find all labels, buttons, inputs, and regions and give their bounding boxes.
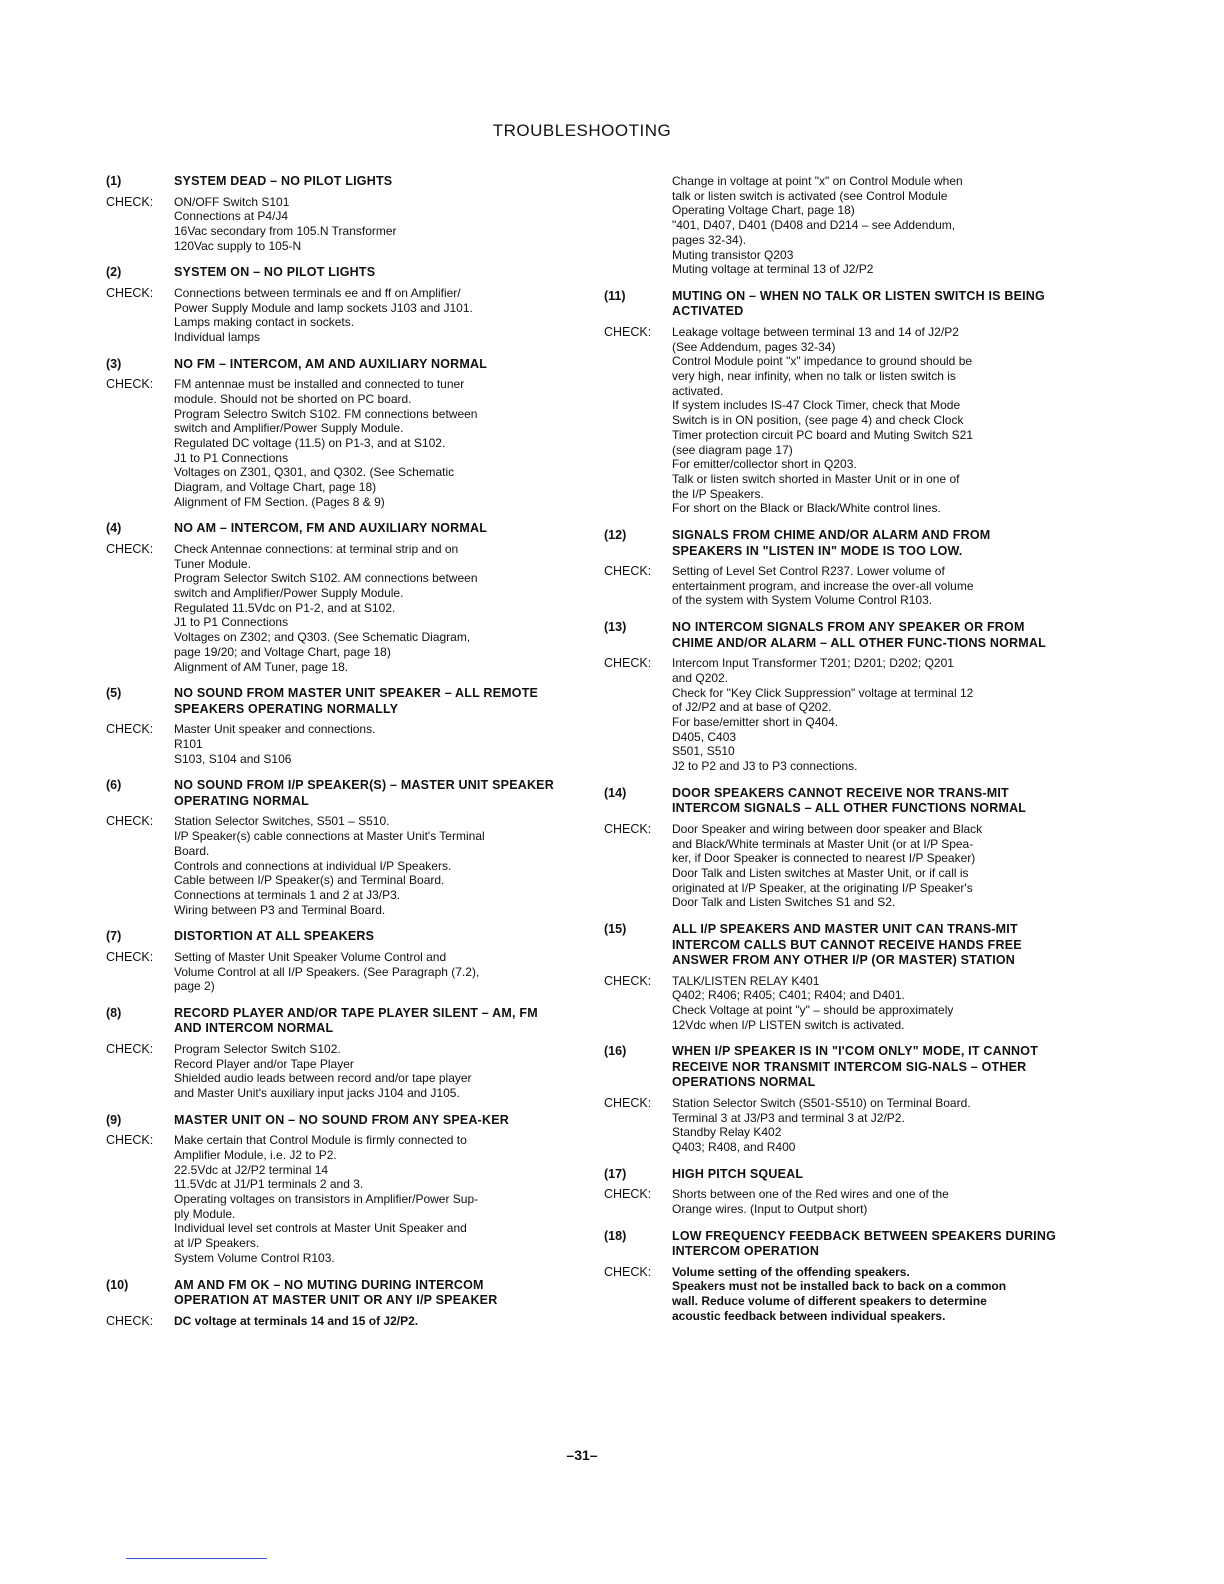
check-line: Station Selector Switch (S501-S510) on Terminal Board.: [672, 1095, 971, 1110]
item-header: [106, 1113, 561, 1129]
check-line: Station Selector Switches, S501 – S510.: [174, 814, 390, 829]
continuation-line: talk or listen switch is activated (see Control Module: [672, 188, 948, 203]
check-line: switch and Amplifier/Power Supply Module.: [174, 586, 404, 601]
trouble-item: [604, 1229, 1056, 1324]
check-lines: [672, 656, 1056, 774]
check-lines: [174, 377, 561, 509]
check-line: Wiring between P3 and Terminal Board.: [174, 902, 386, 917]
check-line: Regulated 11.5Vdc on P1-2, and at S102.: [174, 600, 396, 615]
trouble-item: [106, 778, 561, 917]
item-number: (11): [604, 288, 626, 303]
continuation-line: "401, D407, D401 (D408 and D214 – see Addendum,: [672, 218, 956, 233]
check-line: Tuner Module.: [174, 556, 251, 571]
check-line: Volume Control at all I/P Speakers. (See Paragraph (7.2),: [174, 964, 480, 979]
check-block: [106, 1042, 561, 1101]
check-label: CHECK:: [604, 1187, 652, 1202]
check-block: [106, 542, 561, 674]
check-line: Controls and connections at individual I/P Speakers.: [174, 858, 452, 873]
check-block: [106, 1133, 561, 1265]
check-line: Alignment of AM Tuner, page 18.: [174, 659, 349, 674]
item-number: (7): [106, 929, 122, 944]
check-line: Alignment of FM Section. (Pages 8 & 9): [174, 494, 385, 509]
item-number: (4): [106, 521, 122, 536]
trouble-item: [106, 1113, 561, 1266]
item-heading: NO SOUND FROM I/P SPEAKER(S) – MASTER UNIT SPEAKER OPERATING NORMAL: [174, 778, 554, 808]
check-line: originated at I/P Speaker, at the originating I/P Speaker's: [672, 880, 973, 895]
check-line: and Black/White terminals at Master Unit (or at I/P Spea-: [672, 836, 974, 851]
check-lines: [174, 195, 561, 254]
check-line: Voltages on Z301, Q301, and Q302. (See Schematic: [174, 465, 455, 480]
item-heading: SYSTEM ON – NO PILOT LIGHTS: [174, 265, 376, 280]
trouble-item: [106, 1278, 561, 1329]
check-label: CHECK:: [604, 324, 652, 339]
check-line: J2 to P2 and J3 to P3 connections.: [672, 759, 858, 774]
item-heading: WHEN I/P SPEAKER IS IN "I'COM ONLY" MODE, IT CANNOT RECEIVE NOR TRANSMIT INTERCOM SIG-NALS – OTHER OPERATIONS NORMAL: [672, 1044, 1039, 1090]
check-line: Connections between terminals ee and ff on Amplifier/: [174, 285, 461, 300]
check-line: Shielded audio leads between record and/or tape player: [174, 1071, 472, 1086]
check-label: CHECK:: [106, 194, 154, 209]
check-line: of J2/P2 and at base of Q202.: [672, 700, 832, 715]
item-heading: SYSTEM DEAD – NO PILOT LIGHTS: [174, 174, 393, 188]
check-line: (See Addendum, pages 32-34): [672, 339, 836, 354]
check-line: Control Module point "x" impedance to ground should be: [672, 354, 973, 369]
check-line: Individual lamps: [174, 329, 261, 344]
check-block: [604, 974, 1056, 1033]
check-line: Shorts between one of the Red wires and one of the: [672, 1187, 949, 1202]
item-number: (5): [106, 686, 122, 701]
check-line: S103, S104 and S106: [174, 751, 292, 766]
page-number: –31–: [566, 1447, 598, 1463]
check-label: CHECK:: [604, 973, 652, 988]
check-line: Q403; R408, and R400: [672, 1139, 796, 1154]
check-lines: [174, 1042, 561, 1101]
continuation-line: Operating Voltage Chart, page 18): [672, 203, 855, 218]
check-line: 11.5Vdc at J1/P1 terminals 2 and 3.: [174, 1177, 364, 1192]
trouble-item: [106, 1006, 561, 1101]
check-line: Setting of Master Unit Speaker Volume Control and: [174, 949, 447, 964]
check-line: Voltages on Z302; and Q303. (See Schematic Diagram,: [174, 630, 471, 645]
trouble-item: [604, 1167, 1056, 1217]
item-number: (17): [604, 1166, 627, 1181]
check-lines: [174, 286, 561, 345]
item-heading: AM AND FM OK – NO MUTING DURING INTERCOM OPERATION AT MASTER UNIT OR ANY I/P SPEAKER: [174, 1277, 498, 1308]
check-line: Terminal 3 at J3/P3 and terminal 3 at J2/P2.: [672, 1110, 905, 1125]
check-line: Operating voltages on transistors in Amplifier/Power Sup-: [174, 1192, 479, 1207]
item-header: [604, 1229, 1056, 1260]
check-line: Leakage voltage between terminal 13 and 14 of J2/P2: [672, 324, 959, 339]
item-heading: DISTORTION AT ALL SPEAKERS: [174, 929, 375, 944]
trouble-item: [604, 289, 1056, 516]
item-header: [604, 1167, 1056, 1183]
item-heading: SIGNALS FROM CHIME AND/OR ALARM AND FROM SPEAKERS IN "LISTEN IN" MODE IS TOO LOW.: [672, 528, 991, 558]
check-line: activated.: [672, 383, 724, 398]
check-line: Check for "Key Click Suppression" voltage at terminal 12: [672, 685, 974, 700]
item-number: (8): [106, 1005, 122, 1020]
item-header: [106, 778, 561, 809]
check-lines: [672, 1187, 1056, 1216]
check-line: and Master Unit's auxiliary input jacks J104 and J105.: [174, 1086, 460, 1101]
check-line: DC voltage at terminals 14 and 15 of J2/P2.: [174, 1313, 419, 1328]
check-line: (see diagram page 17): [672, 442, 793, 457]
check-block: [106, 286, 561, 345]
item-heading: NO SOUND FROM MASTER UNIT SPEAKER – ALL REMOTE SPEAKERS OPERATING NORMALLY: [174, 686, 539, 716]
item-header: [106, 357, 561, 373]
check-label: CHECK:: [604, 656, 652, 671]
trouble-item: [106, 265, 561, 344]
check-lines: [672, 564, 1056, 608]
trouble-item: [106, 357, 561, 510]
trouble-item: [604, 786, 1056, 910]
item-number: (1): [106, 174, 122, 188]
check-line: the I/P Speakers.: [672, 486, 764, 501]
check-lines: [174, 542, 561, 674]
check-label: CHECK:: [106, 1133, 154, 1148]
check-line: Q402; R406; R405; C401; R404; and D401.: [672, 988, 905, 1003]
item-number: (13): [604, 620, 627, 635]
continuation-block: [604, 174, 1056, 277]
check-line: Amplifier Module, i.e. J2 to P2.: [174, 1147, 337, 1162]
check-label: CHECK:: [604, 821, 652, 836]
check-block: [106, 722, 561, 766]
check-line: Cable between I/P Speaker(s) and Terminal Board.: [174, 873, 445, 888]
check-label: CHECK:: [106, 377, 154, 392]
item-header: [604, 786, 1056, 817]
check-line: Timer protection circuit PC board and Muting Switch S21: [672, 427, 974, 442]
check-label: CHECK:: [106, 722, 154, 737]
check-line: Board.: [174, 843, 210, 858]
check-label: CHECK:: [604, 1264, 652, 1279]
check-line: Orange wires. (Input to Output short): [672, 1201, 868, 1216]
item-header: [106, 521, 561, 537]
check-line: Speakers must not be installed back to back on a common: [672, 1279, 1007, 1294]
check-line: Volume setting of the offending speakers.: [672, 1264, 910, 1279]
check-line: ker, if Door Speaker is connected to nearest I/P Speaker): [672, 851, 976, 866]
check-line: TALK/LISTEN RELAY K401: [672, 973, 820, 988]
check-line: D405, C403: [672, 729, 737, 744]
item-heading: ALL I/P SPEAKERS AND MASTER UNIT CAN TRANS-MIT INTERCOM CALLS BUT CANNOT RECEIVE HANDS FREE ANSWER FROM ANY OTHER I/P (OR MASTER) STATION: [672, 922, 1022, 968]
check-block: [604, 1096, 1056, 1155]
check-line: I/P Speaker(s) cable connections at Master Unit's Terminal: [174, 829, 485, 844]
check-line: Check Antennae connections: at terminal strip and on: [174, 541, 459, 556]
check-label: CHECK:: [106, 949, 154, 964]
check-line: 22.5Vdc at J2/P2 terminal 14: [174, 1162, 329, 1177]
check-line: Diagram, and Voltage Chart, page 18): [174, 480, 377, 495]
check-lines: [672, 1265, 1056, 1324]
check-line: Door Speaker and wiring between door speaker and Black: [672, 821, 983, 836]
continuation-line: Muting voltage at terminal 13 of J2/P2: [672, 262, 874, 277]
item-header: [604, 620, 1056, 651]
item-number: (6): [106, 778, 122, 793]
check-line: ply Module.: [174, 1206, 236, 1221]
check-label: CHECK:: [106, 1041, 154, 1056]
trouble-item: [604, 620, 1056, 774]
check-line: 12Vdc when I/P LISTEN switch is activated.: [672, 1017, 905, 1032]
check-label: CHECK:: [106, 814, 154, 829]
check-line: Master Unit speaker and connections.: [174, 722, 376, 737]
check-line: Power Supply Module and lamp sockets J103 and J101.: [174, 300, 473, 315]
check-line: acoustic feedback between individual speakers.: [672, 1308, 946, 1323]
check-line: switch and Amplifier/Power Supply Module.: [174, 421, 404, 436]
item-number: (3): [106, 356, 122, 371]
item-header: [604, 289, 1056, 320]
item-number: (9): [106, 1112, 122, 1127]
check-line: Intercom Input Transformer T201; D201; D202; Q201: [672, 656, 954, 671]
item-heading: NO INTERCOM SIGNALS FROM ANY SPEAKER OR FROM CHIME AND/OR ALARM – ALL OTHER FUNC-TIONS NORMAL: [672, 620, 1046, 650]
check-line: Connections at P4/J4: [174, 209, 289, 224]
check-line: Program Selector Switch S102. AM connections between: [174, 571, 478, 586]
check-line: very high, near infinity, when no talk or listen switch is: [672, 369, 956, 384]
check-line: Program Selectro Switch S102. FM connections between: [174, 406, 478, 421]
check-block: [604, 822, 1056, 910]
check-line: FM antennae must be installed and connected to tuner: [174, 377, 465, 392]
check-line: Setting of Level Set Control R237. Lower volume of: [672, 564, 945, 579]
check-lines: [672, 822, 1056, 910]
check-line: J1 to P1 Connections: [174, 615, 289, 630]
check-block: [106, 195, 561, 254]
check-line: page 19/20; and Voltage Chart, page 18): [174, 644, 391, 659]
check-line: ON/OFF Switch S101: [174, 194, 290, 209]
check-line: R101: [174, 736, 203, 751]
item-header: [604, 528, 1056, 559]
check-block: [106, 377, 561, 509]
check-block: [604, 1265, 1056, 1324]
check-line: Connections at terminals 1 and 2 at J3/P3.: [174, 887, 401, 902]
check-line: Lamps making contact in sockets.: [174, 315, 355, 330]
item-heading: LOW FREQUENCY FEEDBACK BETWEEN SPEAKERS DURING INTERCOM OPERATION: [672, 1228, 1056, 1259]
item-heading: MUTING ON – WHEN NO TALK OR LISTEN SWITCH IS BEING ACTIVATED: [672, 288, 1045, 319]
check-lines: [174, 1133, 561, 1265]
check-block: [604, 564, 1056, 608]
check-lines: [174, 1314, 561, 1329]
check-line: at I/P Speakers.: [174, 1236, 260, 1251]
check-line: Standby Relay K402: [672, 1125, 782, 1140]
check-line: For emitter/collector short in Q203.: [672, 457, 857, 472]
check-lines: [174, 722, 561, 766]
check-label: CHECK:: [106, 285, 154, 300]
item-number: (12): [604, 528, 627, 543]
check-line: If system includes IS-47 Clock Timer, check that Mode: [672, 398, 961, 413]
item-number: (14): [604, 785, 627, 800]
trouble-item: [604, 922, 1056, 1032]
check-line: Record Player and/or Tape Player: [174, 1056, 354, 1071]
item-heading: RECORD PLAYER AND/OR TAPE PLAYER SILENT – AM, FM AND INTERCOM NORMAL: [174, 1005, 538, 1036]
check-block: [604, 1187, 1056, 1216]
check-line: Door Talk and Listen switches at Master Unit, or if call is: [672, 865, 969, 880]
check-lines: [672, 325, 1056, 516]
trouble-item: [604, 528, 1056, 608]
check-line: Switch is in ON position, (see page 4) and check Clock: [672, 413, 964, 428]
check-line: 120Vac supply to 105-N: [174, 238, 302, 253]
item-header: [106, 1278, 561, 1309]
check-line: and Q202.: [672, 670, 729, 685]
item-number: (18): [604, 1228, 627, 1243]
trouble-item: [106, 521, 561, 674]
check-line: J1 to P1 Connections: [174, 450, 289, 465]
item-heading: DOOR SPEAKERS CANNOT RECEIVE NOR TRANS-MIT INTERCOM SIGNALS – ALL OTHER FUNCTIONS NORMAL: [672, 785, 1027, 816]
check-line: Individual level set controls at Master Unit Speaker and: [174, 1221, 467, 1236]
item-number: (15): [604, 922, 627, 937]
check-line: Check Voltage at point "y" – should be approximately: [672, 1002, 954, 1017]
item-heading: NO FM – INTERCOM, AM AND AUXILIARY NORMAL: [174, 356, 488, 371]
check-label: CHECK:: [604, 1095, 652, 1110]
check-line: For short on the Black or Black/White control lines.: [672, 501, 941, 516]
check-line: Make certain that Control Module is firmly connected to: [174, 1133, 467, 1148]
check-line: Door Talk and Listen Switches S1 and S2.: [672, 895, 896, 910]
right-column: [604, 174, 1056, 1335]
item-header: [106, 686, 561, 717]
check-line: S501, S510: [672, 744, 735, 759]
item-heading: HIGH PITCH SQUEAL: [672, 1166, 804, 1181]
check-line: System Volume Control R103.: [174, 1250, 335, 1265]
check-line: entertainment program, and increase the over-all volume: [672, 578, 974, 593]
continuation-line: Change in voltage at point "x" on Control Module when: [672, 174, 963, 188]
item-heading: MASTER UNIT ON – NO SOUND FROM ANY SPEA-KER: [174, 1112, 510, 1127]
page-title: TROUBLESHOOTING: [492, 121, 672, 140]
item-heading: NO AM – INTERCOM, FM AND AUXILIARY NORMAL: [174, 521, 488, 536]
item-header: [106, 929, 561, 945]
item-number: (2): [106, 265, 122, 280]
check-line: module. Should not be shorted on PC board.: [174, 391, 412, 406]
item-header: [106, 174, 561, 190]
check-line: For base/emitter short in Q404.: [672, 714, 839, 729]
item-header: [106, 265, 561, 281]
trouble-item: [106, 686, 561, 766]
check-block: [106, 950, 561, 994]
check-lines: [672, 974, 1056, 1033]
trouble-item: [604, 1044, 1056, 1154]
item-number: (10): [106, 1277, 129, 1292]
item-header: [604, 1044, 1056, 1091]
left-column: [106, 174, 561, 1341]
check-line: Program Selector Switch S102.: [174, 1041, 341, 1056]
check-line: Talk or listen switch shorted in Master Unit or in one of: [672, 471, 960, 486]
check-line: wall. Reduce volume of different speakers to determine: [672, 1293, 987, 1308]
check-lines: [174, 814, 561, 917]
trouble-item: [106, 929, 561, 994]
check-lines: [174, 950, 561, 994]
item-number: (16): [604, 1044, 627, 1059]
check-label: CHECK:: [106, 1313, 154, 1328]
continuation-line: pages 32-34).: [672, 232, 747, 247]
trouble-item: [106, 174, 561, 253]
continuation-lines: [672, 174, 1056, 277]
check-block: [604, 325, 1056, 516]
check-line: 16Vac secondary from 105.N Transformer: [174, 223, 397, 238]
check-block: [106, 814, 561, 917]
check-block: [604, 656, 1056, 774]
check-lines: [672, 1096, 1056, 1155]
check-line: of the system with System Volume Control R103.: [672, 593, 933, 608]
check-line: Regulated DC voltage (11.5) on P1-3, and at S102.: [174, 435, 446, 450]
check-block: [106, 1314, 561, 1329]
check-label: CHECK:: [604, 564, 652, 579]
check-line: page 2): [174, 979, 215, 994]
footnote-rule: [126, 1558, 267, 1559]
item-header: [106, 1006, 561, 1037]
item-header: [604, 922, 1056, 969]
continuation-line: Muting transistor Q203: [672, 247, 794, 262]
check-label: CHECK:: [106, 541, 154, 556]
